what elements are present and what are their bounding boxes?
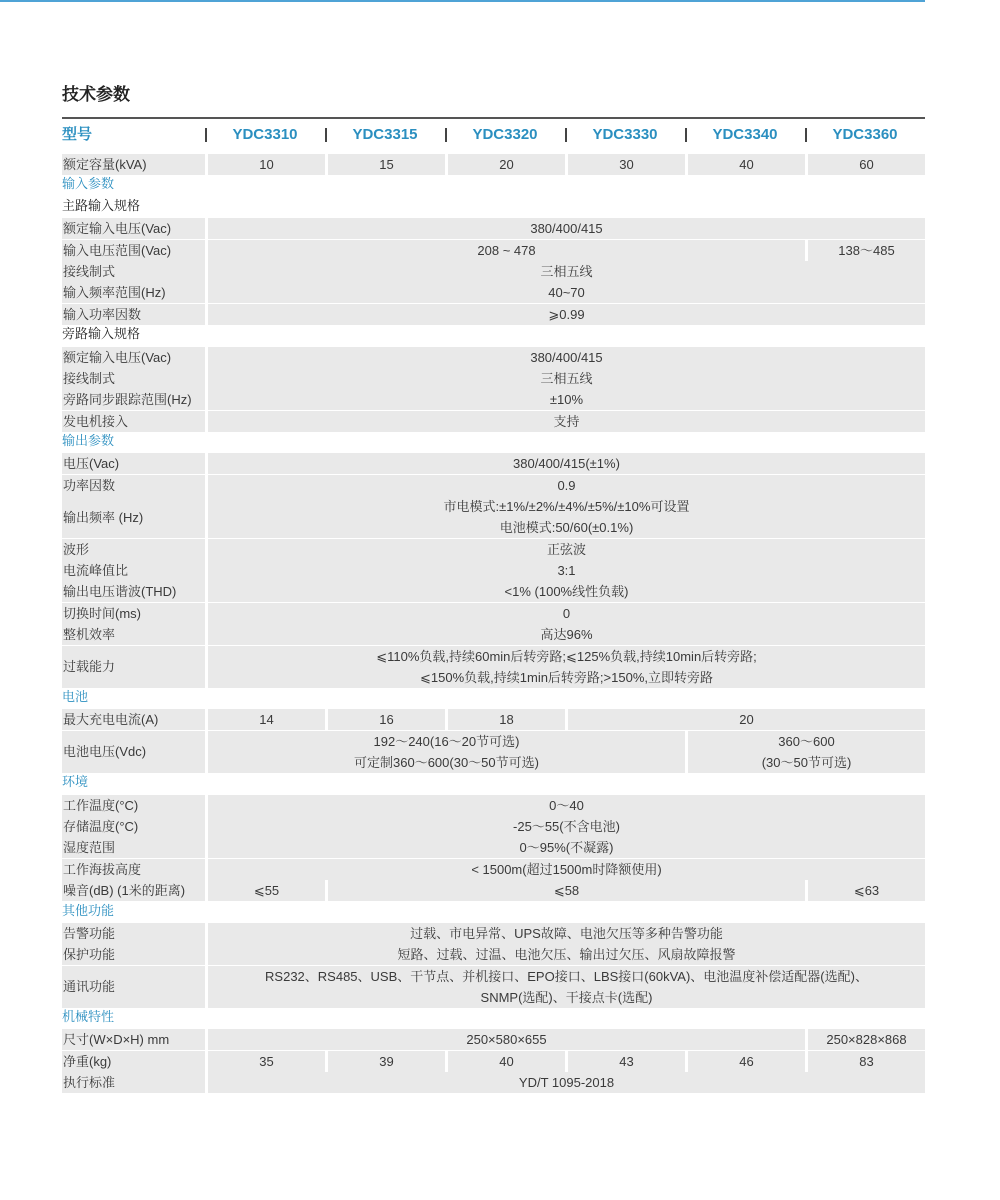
value-text: 20 [499,157,514,172]
value-cell [808,240,925,261]
value-cell [808,154,925,175]
table-row [62,282,925,300]
column-separator [325,128,327,142]
model-column-header [205,124,325,146]
model-column-header [445,124,565,146]
value-cell [208,624,925,645]
subsection-heading: 旁路输入规格 [62,326,141,342]
row-label: 电压(Vac) [62,453,205,474]
value-cell [328,709,445,730]
value-cell [208,880,325,901]
subsection-heading: 主路输入规格 [62,197,141,213]
top-border-line [0,0,925,2]
row-label: 工作温度(°C) [62,795,205,816]
value-cell [208,389,925,410]
value-cell [208,453,925,474]
model-header-row [62,124,925,146]
value-text: -25～55(不含电池) [513,818,620,834]
value-text: 电池模式:50/60(±0.1%) [499,520,634,536]
value-text: 16 [379,712,394,728]
value-cell [208,646,925,688]
model-name: YDC3330 [592,126,658,143]
row-label: 告警功能 [62,923,205,944]
value-text: ⩽58 [553,883,580,899]
value-text: 0～40 [549,797,584,813]
table-row [62,816,925,834]
value-cell [688,1051,805,1072]
table-row [62,261,925,279]
value-cell [208,816,925,837]
value-text: 35 [259,1053,274,1069]
row-label: 工作海拔高度 [62,859,205,880]
value-cell [448,154,565,175]
value-text: 60 [859,157,874,172]
row-label: 通讯功能 [62,966,205,1008]
value-cell [208,411,925,432]
model-name: YDC3320 [472,126,538,143]
value-text: 3:1 [557,563,576,579]
table-row [62,496,925,535]
value-text: 三相五线 [540,263,593,279]
row-label: 功率因数 [62,475,205,496]
model-name: YDC3360 [832,126,898,143]
column-separator [565,128,567,142]
value-cell [568,154,685,175]
value-text: ⩽150%负载,持续1min后转旁路;>150%,立即转旁路 [420,669,713,685]
value-cell [208,560,925,581]
row-label: 输入电压范围(Vac) [62,240,205,261]
value-cell [688,731,925,773]
value-text: 39 [379,1053,394,1069]
value-text: 380/400/415(±1%) [513,456,620,472]
value-text: <1% (100%线性负载) [504,584,629,600]
row-label: 存储温度(°C) [62,816,205,837]
value-cell [208,603,925,624]
section-heading: 机械特性 [62,1009,115,1025]
value-cell [208,944,925,965]
table-row [62,646,925,685]
value-text: 可定制360～600(30～50节可选) [354,754,539,770]
value-text: 0.9 [557,477,576,493]
row-label: 执行标准 [62,1072,205,1093]
value-text: 138～485 [838,242,895,258]
table-row [62,880,925,898]
value-cell [208,923,925,944]
table-row [62,539,925,557]
value-cell [208,1029,805,1050]
model-column-header [685,124,805,146]
value-text: 14 [259,712,274,728]
value-cell [208,731,685,773]
row-label: 电流峰值比 [62,560,205,581]
value-cell [208,475,925,496]
value-text: 三相五线 [540,370,593,386]
table-row [62,411,925,429]
value-text: 192～240(16～20节可选) [373,733,520,749]
value-cell [208,1051,325,1072]
row-label: 接线制式 [62,261,205,282]
value-text: SNMP(选配)、干接点卡(选配) [480,989,653,1005]
value-text: 360～600 [778,733,835,749]
row-label: 过载能力 [62,646,205,688]
row-label: 额定输入电压(Vac) [62,218,205,239]
value-text: 短路、过载、过温、电池欠压、输出过欠压、风扇故障报警 [397,947,736,963]
row-label: 保护功能 [62,944,205,965]
value-text: 250×828×868 [826,1032,907,1048]
row-label: 发电机接入 [62,411,205,432]
value-text: RS232、RS485、USB、干节点、并机接口、EPO接口、LBS接口(60kVA)、电池温度补偿适配器(选配)、 [265,968,868,984]
value-text: 40 [499,1053,514,1069]
value-cell [208,859,925,880]
value-text: 过载、市电异常、UPS故障、电池欠压等多种告警功能 [410,925,723,941]
value-cell [208,837,925,858]
value-cell [208,347,925,368]
row-label: 额定输入电压(Vac) [62,347,205,368]
page-title: 技术参数 [62,85,130,104]
table-row [62,923,925,941]
table-row [62,859,925,877]
value-text: 高达96% [540,627,593,643]
row-label: 旁路同步跟踪范围(Hz) [62,389,205,410]
table-row [62,966,925,1005]
section-heading: 输出参数 [62,433,115,449]
row-label: 输出电压谐波(THD) [62,581,205,602]
value-text: < 1500m(超过1500m时降额使用) [471,861,662,877]
value-cell [208,261,925,282]
table-row [62,453,925,471]
value-cell [448,709,565,730]
table-row [62,1051,925,1069]
model-column-header [805,124,925,146]
value-text: 市电模式:±1%/±2%/±4%/±5%/±10%可设置 [443,499,690,515]
value-text: 83 [859,1053,874,1069]
value-cell [328,154,445,175]
value-text: ⩽55 [253,883,280,899]
table-row [62,603,925,621]
table-row [62,1072,925,1090]
column-separator [805,128,807,142]
value-text: (30～50节可选) [761,754,852,770]
table-row [62,1029,925,1047]
row-label: 输入功率因数 [62,304,205,325]
value-cell [208,304,925,325]
table-row [62,304,925,322]
value-text: 15 [379,157,394,172]
row-label: 净重(kg) [62,1051,205,1072]
row-label: 湿度范围 [62,837,205,858]
value-cell [208,795,925,816]
value-cell [208,581,925,602]
row-label: 切换时间(ms) [62,603,205,624]
table-row [62,218,925,236]
value-text: YD/T 1095-2018 [518,1075,615,1091]
value-cell [328,1051,445,1072]
table-row [62,837,925,855]
value-cell [688,154,805,175]
value-text: 250×580×655 [466,1032,547,1048]
value-text: 18 [499,712,514,728]
section-heading: 输入参数 [62,176,115,192]
value-text: 46 [739,1053,754,1069]
row-label: 额定容量(kVA) [62,154,205,175]
model-column-header [325,124,445,146]
value-text: 0 [562,605,571,621]
column-separator [445,128,447,142]
table-row [62,560,925,578]
table-row [62,389,925,407]
spec-table [62,154,925,1094]
row-label: 噪音(dB) (1米的距离) [62,880,205,901]
table-row [62,240,925,258]
value-text: 380/400/415 [530,221,603,237]
row-label: 整机效率 [62,624,205,645]
table-row [62,795,925,813]
value-cell [208,282,925,303]
model-column-header [565,124,685,146]
value-cell [448,1051,565,1072]
value-cell [208,709,325,730]
value-text: ⩾0.99 [548,306,585,322]
value-text: 0～95%(不凝露) [519,840,614,856]
value-text: 正弦波 [546,541,586,557]
value-cell [208,218,925,239]
header-rule [62,117,925,119]
value-cell [208,1072,925,1093]
table-row [62,347,925,365]
value-cell [208,240,805,261]
table-row [62,731,925,770]
value-cell [328,880,805,901]
column-separator [685,128,687,142]
table-row [62,154,925,172]
value-text: 30 [619,157,634,172]
value-text: ±10% [549,392,584,408]
table-row [62,581,925,599]
column-separator [205,128,207,142]
model-name: YDC3315 [352,126,418,143]
table-row [62,475,925,493]
value-cell [208,539,925,560]
value-text: 43 [619,1053,634,1069]
value-text: 208 ~ 478 [477,242,536,258]
value-text: 10 [259,157,274,172]
value-cell [808,1029,925,1050]
row-label: 输入频率范围(Hz) [62,282,205,303]
value-cell [568,709,925,730]
table-row [62,944,925,962]
value-cell [208,966,925,1008]
value-cell [208,368,925,389]
row-label: 接线制式 [62,368,205,389]
value-cell [208,496,925,538]
value-text: 40~70 [548,285,585,301]
value-text: 40 [739,157,754,172]
row-label: 电池电压(Vdc) [62,731,205,773]
value-cell [808,1051,925,1072]
value-text: ⩽110%负载,持续60min后转旁路;⩽125%负载,持续10min后转旁路; [376,648,757,664]
table-row [62,624,925,642]
value-cell [808,880,925,901]
value-text: 20 [739,712,754,728]
row-label: 最大充电电流(A) [62,709,205,730]
value-cell [568,1051,685,1072]
row-label: 波形 [62,539,205,560]
model-name: YDC3310 [232,126,298,143]
section-heading: 其他功能 [62,902,115,918]
value-text: 支持 [553,413,580,429]
model-name: YDC3340 [712,126,778,143]
row-label: 尺寸(W×D×H) mm [62,1029,205,1050]
value-cell [208,154,325,175]
section-heading: 环境 [62,774,89,790]
value-text: 380/400/415 [530,349,603,365]
table-row [62,709,925,727]
value-text: ⩽63 [853,883,880,899]
section-heading: 电池 [62,688,89,704]
model-header-label: 型号 [62,126,93,143]
row-label: 输出频率 (Hz) [62,496,205,538]
table-row [62,368,925,386]
